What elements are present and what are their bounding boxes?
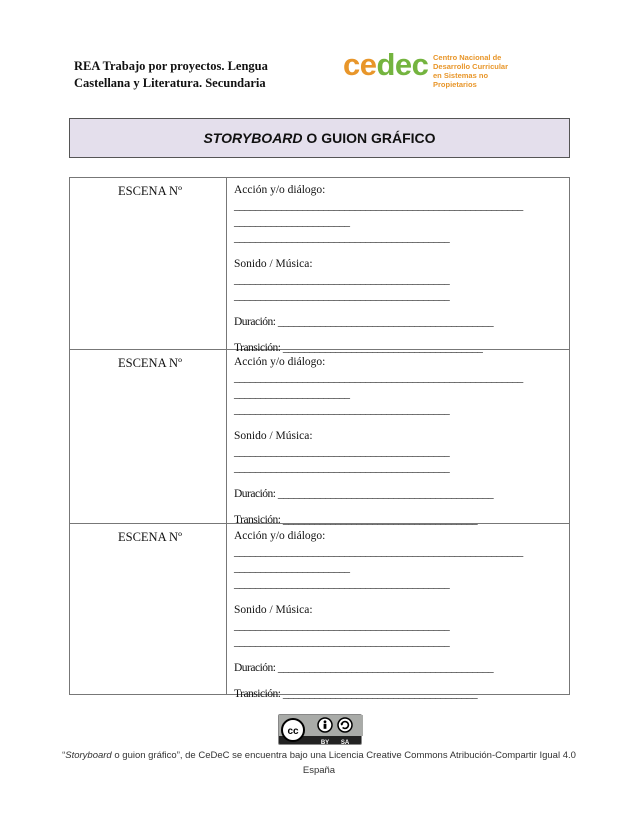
sound-label: Sonido / Música: [234, 258, 313, 270]
sound-line[interactable]: _________________________________________ [234, 446, 450, 458]
duration-field[interactable]: Duración: _________________________________________ [234, 488, 494, 500]
transition-field[interactable]: Transición: _____________________________________ [234, 514, 478, 526]
logo-subtitle [433, 53, 533, 89]
scene-details [234, 354, 564, 528]
scene-details [234, 528, 564, 702]
sound-line[interactable]: _________________________________________ [234, 274, 450, 286]
column-divider [226, 178, 227, 349]
column-divider [226, 524, 227, 694]
page-title [69, 118, 570, 158]
action-line[interactable]: _________________________________________ [234, 232, 450, 244]
action-line[interactable]: ______________________ [234, 562, 350, 574]
title-italic: STORYBOARD [203, 130, 303, 146]
action-line[interactable]: _______________________________________________________ [234, 372, 523, 384]
logo-sub-line2: Desarrollo Curricular [433, 62, 509, 71]
license-rest: o guion gráfico”, de CeDeC se encuentra bajo una Licencia Creative Commons Atribución-Compartir Igual 4.0 España [111, 750, 576, 776]
sound-label: Sonido / Música: [234, 604, 313, 616]
license-text [62, 748, 576, 778]
action-line[interactable]: _______________________________________________________ [234, 546, 523, 558]
action-label: Acción y/o diálogo: [234, 184, 326, 196]
license-italic: Storyboard [65, 750, 112, 761]
sound-line[interactable]: _________________________________________ [234, 462, 450, 474]
sound-line[interactable]: _________________________________________ [234, 620, 450, 632]
scene-row-1 [70, 178, 569, 354]
svg-text:cc: cc [287, 726, 299, 737]
creative-commons-badge [278, 714, 362, 745]
sound-line[interactable]: _________________________________________ [234, 636, 450, 648]
cc-by-sa-icon [279, 715, 363, 746]
action-line[interactable]: ______________________ [234, 216, 350, 228]
logo-wordmark [343, 47, 428, 83]
scene-details [234, 182, 564, 356]
duration-field[interactable]: Duración: _________________________________________ [234, 662, 494, 674]
cc-by-label: BY [320, 740, 330, 746]
sound-label: Sonido / Música: [234, 430, 313, 442]
action-line[interactable]: _______________________________________________________ [234, 200, 523, 212]
action-line[interactable]: _________________________________________ [234, 404, 450, 416]
document-header: REA Trabajo por proyectos. Lengua Castellana y Literatura. Secundaria [74, 59, 268, 90]
scene-number-label: ESCENA Nº [118, 184, 182, 198]
action-label: Acción y/o diálogo: [234, 530, 326, 542]
license-quote: “ [62, 750, 66, 761]
sound-line[interactable]: _________________________________________ [234, 290, 450, 302]
scene-number-label: ESCENA Nº [118, 530, 182, 544]
action-line[interactable]: ______________________ [234, 388, 350, 400]
duration-field[interactable]: Duración: _________________________________________ [234, 316, 494, 328]
logo-sub-line3: en Sistemas no Propietarios [433, 71, 489, 89]
logo-word-part2: dec [376, 47, 429, 82]
scene-number-label: ESCENA Nº [118, 356, 182, 370]
transition-field[interactable]: Transición: _____________________________________ [234, 688, 478, 700]
scene-row-3 [70, 524, 569, 700]
cc-sa-label: SA [340, 740, 350, 746]
transition-field[interactable]: Transición: ______________________________________ [234, 342, 483, 354]
title-rest: O GUION GRÁFICO [302, 130, 436, 146]
action-line[interactable]: _________________________________________ [234, 578, 450, 590]
storyboard-table [69, 177, 570, 700]
logo-sub-line1: Centro Nacional de [433, 53, 502, 62]
cedec-logo [343, 47, 533, 89]
action-label: Acción y/o diálogo: [234, 356, 326, 368]
logo-word-part1: ce [343, 47, 377, 82]
scene-row-2 [70, 350, 569, 524]
column-divider [226, 350, 227, 523]
